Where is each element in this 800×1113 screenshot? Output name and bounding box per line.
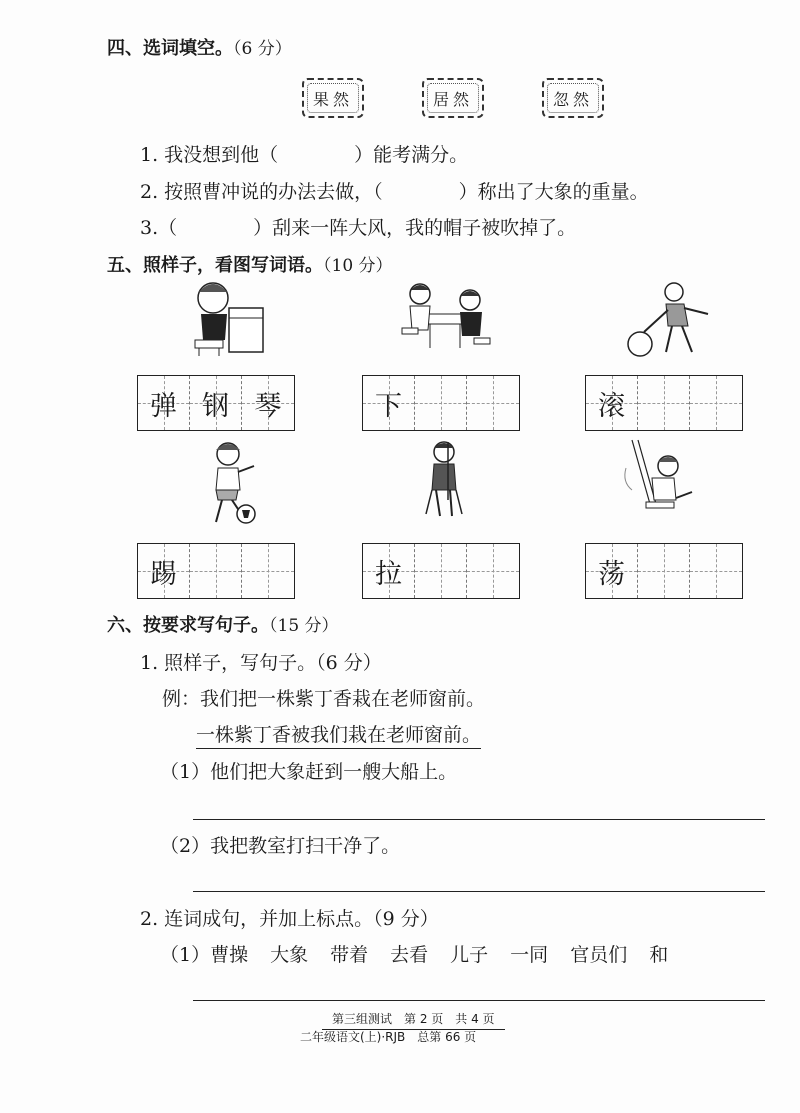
word-chip: 曹操 xyxy=(210,944,249,966)
prompt-char-xia: 下 xyxy=(375,390,402,422)
part-1-title: 1. 照样子，写句子。（6 分） xyxy=(140,652,382,674)
prompt-char-dang: 荡 xyxy=(598,558,625,590)
word-card-2-text: 居然 xyxy=(432,89,473,109)
word-order-item-1 xyxy=(160,940,668,967)
girl-on-swing-picture xyxy=(620,438,700,522)
word-chip: 大象 xyxy=(270,944,309,966)
section-5-heading xyxy=(107,251,393,277)
word-card-1-text: 果然 xyxy=(312,89,353,109)
sentence-item-1: （1）他们把大象赶到一艘大船上。 xyxy=(160,761,458,783)
girl-kicking-ball-picture xyxy=(198,440,262,528)
section-5-title: 五、照样子，看图写词语。 xyxy=(107,255,323,276)
answer-cell[interactable] xyxy=(690,376,742,430)
word-chip: 带着 xyxy=(330,944,369,966)
section-4-title: 四、选词填空。 xyxy=(107,38,233,59)
answer-cell[interactable] xyxy=(638,376,690,430)
grid-cell xyxy=(138,376,190,430)
footer-book-info: 二年级语文(上)·RJB 总第 66 页 xyxy=(300,1030,477,1044)
example-char-1: 弹 xyxy=(150,390,177,422)
section-6-score: （15 分） xyxy=(269,616,339,636)
section-6-title: 六、按要求写句子。 xyxy=(107,615,269,636)
word-order-item-1-label: （1） xyxy=(160,944,211,966)
section-4-score: （6 分） xyxy=(233,39,292,59)
section-4-question-1: 1. 我没想到他（ ）能考满分。 xyxy=(140,144,469,166)
answer-cell[interactable] xyxy=(638,544,690,598)
grid-cell xyxy=(363,544,415,598)
boy-rolling-hoop-picture xyxy=(622,280,720,360)
answer-line-2[interactable] xyxy=(193,891,765,892)
word-grid-dang[interactable] xyxy=(585,543,743,599)
answer-cell[interactable] xyxy=(690,544,742,598)
answer-cell[interactable] xyxy=(415,544,467,598)
example-sentence: 例：我们把一株紫丁香栽在老师窗前。 xyxy=(162,688,486,710)
grid-cell xyxy=(363,376,415,430)
sentence-item-2: （2）我把教室打扫干净了。 xyxy=(160,835,401,857)
section-4-question-3: 3.（ ）刮来一阵大风，我的帽子被吹掉了。 xyxy=(140,217,577,239)
section-5-score: （10 分） xyxy=(323,256,393,276)
prompt-char-ti: 踢 xyxy=(150,558,177,590)
answer-cell[interactable] xyxy=(190,544,242,598)
word-chip: 去看 xyxy=(390,944,429,966)
answer-line-1[interactable] xyxy=(193,819,765,820)
word-grid-la[interactable] xyxy=(362,543,520,599)
word-chip: 一同 xyxy=(510,944,549,966)
section-6-heading xyxy=(107,611,339,637)
grid-cell xyxy=(586,376,638,430)
word-card-2 xyxy=(422,78,484,118)
grid-cell xyxy=(190,376,242,430)
grid-cell xyxy=(242,376,294,430)
grid-cell xyxy=(138,544,190,598)
grid-cell xyxy=(586,544,638,598)
boy-playing-piano-picture xyxy=(185,278,267,358)
word-grid-ti[interactable] xyxy=(137,543,295,599)
boys-playing-chess-picture xyxy=(398,278,494,360)
prompt-char-gun: 滚 xyxy=(598,390,625,422)
example-answer: 一株紫丁香被我们栽在老师窗前。 xyxy=(196,720,481,749)
word-chip: 官员们 xyxy=(570,944,628,966)
prompt-char-la: 拉 xyxy=(375,558,402,590)
answer-cell[interactable] xyxy=(467,376,519,430)
word-card-1 xyxy=(302,78,364,118)
word-grid-xia[interactable] xyxy=(362,375,520,431)
word-card-3-text: 忽然 xyxy=(552,89,593,109)
girl-playing-erhu-picture xyxy=(418,438,474,520)
word-grid-gun[interactable] xyxy=(585,375,743,431)
footer-page-info: 第三组测试 第 2 页 共 4 页 xyxy=(322,1010,505,1030)
answer-cell[interactable] xyxy=(415,376,467,430)
answer-line-3[interactable] xyxy=(193,1000,765,1001)
word-chip: 儿子 xyxy=(450,944,489,966)
example-word-grid xyxy=(137,375,295,431)
section-4-heading xyxy=(107,34,292,60)
example-char-3: 琴 xyxy=(254,390,282,422)
answer-cell[interactable] xyxy=(467,544,519,598)
part-2-title: 2. 连词成句，并加上标点。（9 分） xyxy=(140,908,439,930)
word-card-3 xyxy=(542,78,604,118)
word-chip: 和 xyxy=(649,944,669,966)
example-char-2: 钢 xyxy=(202,390,229,422)
answer-cell[interactable] xyxy=(242,544,294,598)
section-4-question-2: 2. 按照曹冲说的办法去做，（ ）称出了大象的重量。 xyxy=(140,181,649,203)
